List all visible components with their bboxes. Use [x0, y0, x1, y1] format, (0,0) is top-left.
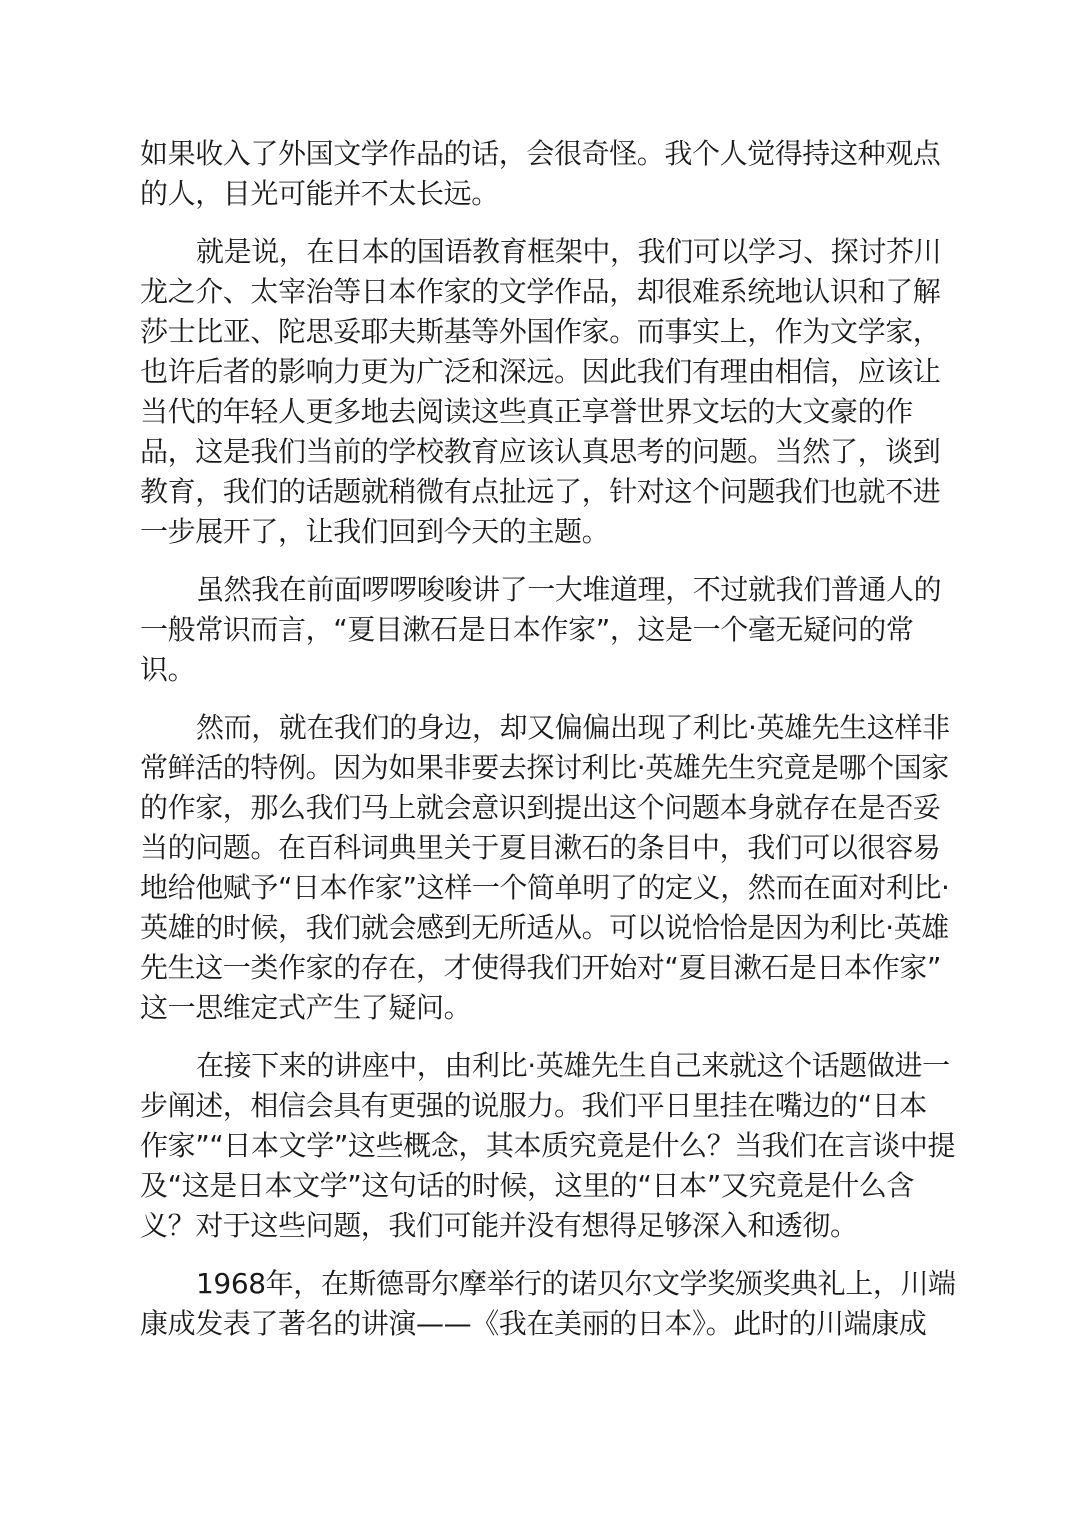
text-line: 龙之介、太宰治等日本作家的文学作品，却很难系统地认识和了解 — [140, 275, 941, 308]
text-line: 义？对于这些问题，我们可能并没有想得足够深入和透彻。 — [140, 1209, 858, 1242]
paragraph-3 — [140, 570, 940, 690]
text-line: 一般常识而言，“夏目漱石是日本作家”，这是一个毫无疑问的常 — [140, 613, 914, 646]
text-line: 康成发表了著名的讲演——《我在美丽的日本》。此时的川端康成 — [140, 1307, 927, 1340]
paragraph-4 — [140, 708, 950, 1028]
text-line: 当代的年轻人更多地去阅读这些真正享誉世界文坛的大文豪的作 — [140, 395, 913, 428]
text-line: 如果收入了外国文学作品的话，会很奇怪。我个人觉得持这种观点 — [140, 137, 941, 170]
text-line: 地给他赋予“日本作家”这样一个简单明了的定义，然而在面对利比· — [140, 871, 950, 904]
text-line: 然而，就在我们的身边，却又偏偏出现了利比·英雄先生这样非 — [196, 711, 950, 744]
body-text — [140, 134, 956, 1344]
text-line: 的作家，那么我们马上就会意识到提出这个问题本身就存在是否妥 — [140, 791, 941, 824]
text-line: 在接下来的讲座中，由利比·英雄先生自己来就这个话题做进一 — [196, 1049, 950, 1082]
text-line: 当的问题。在百科词典里关于夏目漱石的条目中，我们可以很容易 — [140, 831, 941, 864]
text-line: 这一思维定式产生了疑问。 — [140, 991, 472, 1024]
text-line: 莎士比亚、陀思妥耶夫斯基等外国作家。而事实上，作为文学家， — [140, 315, 941, 348]
text-line: 一步展开了，让我们回到今天的主题。 — [140, 515, 610, 548]
text-line: 1968年，在斯德哥尔摩举行的诺贝尔文学奖颁奖典礼上，川端 — [196, 1267, 956, 1300]
text-line: 英雄的时候，我们就会感到无所适从。可以说恰恰是因为利比·英雄 — [140, 911, 949, 944]
text-line: 教育，我们的话题就稍微有点扯远了，针对这个问题我们也就不进 — [140, 475, 941, 508]
text-line: 也许后者的影响力更为广泛和深远。因此我们有理由相信，应该让 — [140, 355, 941, 388]
text-line: 步阐述，相信会具有更强的说服力。我们平日里挂在嘴边的“日本 — [140, 1089, 927, 1122]
paragraph-6 — [140, 1264, 956, 1344]
text-line: 常鲜活的特例。因为如果非要去探讨利比·英雄先生究竟是哪个国家 — [140, 751, 949, 784]
paragraph-1 — [140, 134, 940, 214]
text-line: 及“这是日本文学”这句话的时候，这里的“日本”又究竟是什么含 — [140, 1169, 915, 1202]
text-line: 品，这是我们当前的学校教育应该认真思考的问题。当然了，谈到 — [140, 435, 941, 468]
paragraph-2 — [140, 232, 940, 552]
text-line: 的人，目光可能并不太长远。 — [140, 177, 499, 210]
paragraph-5 — [140, 1046, 956, 1246]
text-line: 先生这一类作家的存在，才使得我们开始对“夏目漱石是日本作家” — [140, 951, 942, 984]
text-line: 虽然我在前面啰啰唆唆讲了一大堆道理，不过就我们普通人的 — [196, 573, 942, 606]
text-line: 识。 — [140, 653, 196, 686]
text-line: 就是说，在日本的国语教育框架中，我们可以学习、探讨芥川 — [196, 235, 942, 268]
text-line: 作家”“日本文学”这些概念，其本质究竟是什么？当我们在言谈中提 — [140, 1129, 956, 1162]
